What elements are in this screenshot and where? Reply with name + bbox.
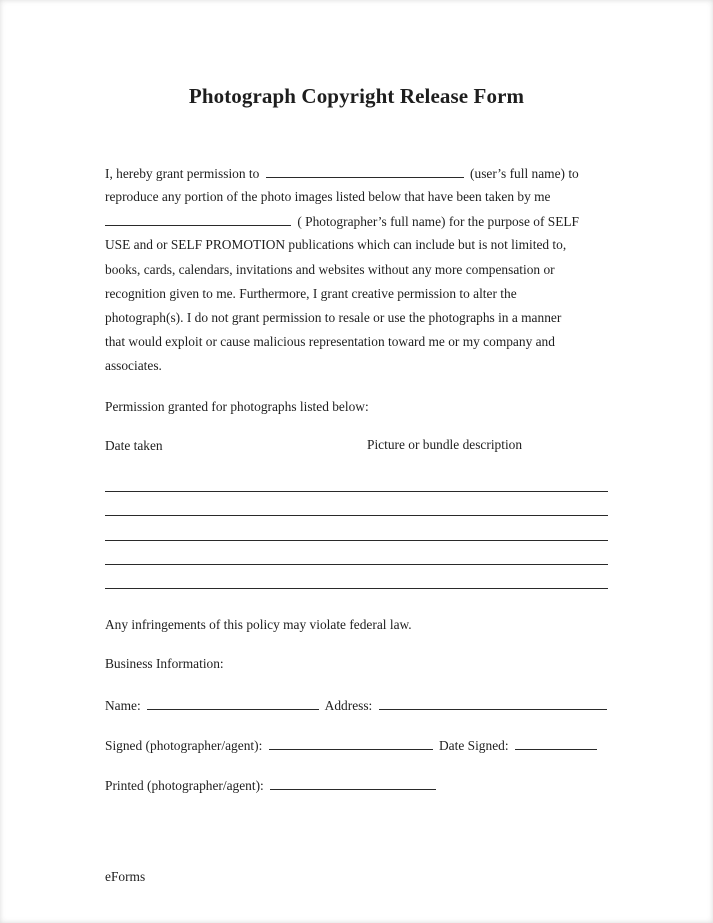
photo-entry-line[interactable] bbox=[105, 515, 608, 516]
business-heading: Business Information: bbox=[105, 656, 224, 671]
paragraph-line-8: that would exploit or cause malicious representation toward me or my company and bbox=[105, 334, 555, 349]
date-signed-field[interactable] bbox=[515, 737, 597, 750]
signature-field[interactable] bbox=[269, 737, 433, 750]
paragraph-line-6: recognition given to me. Furthermore, I grant creative permission to alter the bbox=[105, 286, 517, 301]
date-signed-label: Date Signed: bbox=[439, 738, 509, 753]
user-name-blank[interactable] bbox=[266, 165, 464, 178]
paragraph-text: (user’s full name) to bbox=[470, 166, 579, 181]
photo-entry-line[interactable] bbox=[105, 564, 608, 565]
name-field[interactable] bbox=[147, 697, 319, 710]
paragraph-line-2: reproduce any portion of the photo images listed below that have been taken by me bbox=[105, 189, 551, 204]
paragraph-line-9: associates. bbox=[105, 358, 162, 373]
paragraph-text: I, hereby grant permission to bbox=[105, 166, 260, 181]
description-column-label: Picture or bundle description bbox=[367, 437, 523, 452]
paragraph-line-7: photograph(s). I do not grant permission to resale or use the photographs in a manner bbox=[105, 310, 562, 325]
paragraph-line-1 bbox=[105, 165, 579, 182]
address-field[interactable] bbox=[379, 697, 607, 710]
paragraph-line-4: USE and or SELF PROMOTION publications which can include but is not limited to, bbox=[105, 237, 567, 252]
paragraph-line-5: books, cards, calendars, invitations and websites without any more compensation or bbox=[105, 262, 555, 277]
name-address-row bbox=[105, 697, 610, 714]
address-label: Address: bbox=[324, 698, 373, 713]
printed-name-field[interactable] bbox=[270, 777, 436, 790]
infringement-notice: Any infringements of this policy may violate federal law. bbox=[105, 617, 412, 632]
signed-row bbox=[105, 737, 600, 754]
photo-entry-line[interactable] bbox=[105, 588, 608, 589]
printed-label: Printed (photographer/agent): bbox=[105, 778, 264, 793]
photographer-name-blank[interactable] bbox=[105, 213, 291, 226]
date-taken-column-label: Date taken bbox=[105, 438, 163, 453]
permission-heading: Permission granted for photographs listed below: bbox=[105, 399, 369, 414]
footer-brand: eForms bbox=[105, 869, 146, 884]
signed-label: Signed (photographer/agent): bbox=[105, 738, 263, 753]
form-title: Photograph Copyright Release Form bbox=[188, 84, 525, 108]
paragraph-line-3 bbox=[105, 213, 579, 230]
paragraph-text: ( Photographer’s full name) for the purpose of SELF bbox=[297, 214, 580, 229]
photo-entry-line[interactable] bbox=[105, 540, 608, 541]
printed-row bbox=[105, 777, 439, 794]
photo-entry-line[interactable] bbox=[105, 491, 608, 492]
name-label: Name: bbox=[105, 698, 141, 713]
